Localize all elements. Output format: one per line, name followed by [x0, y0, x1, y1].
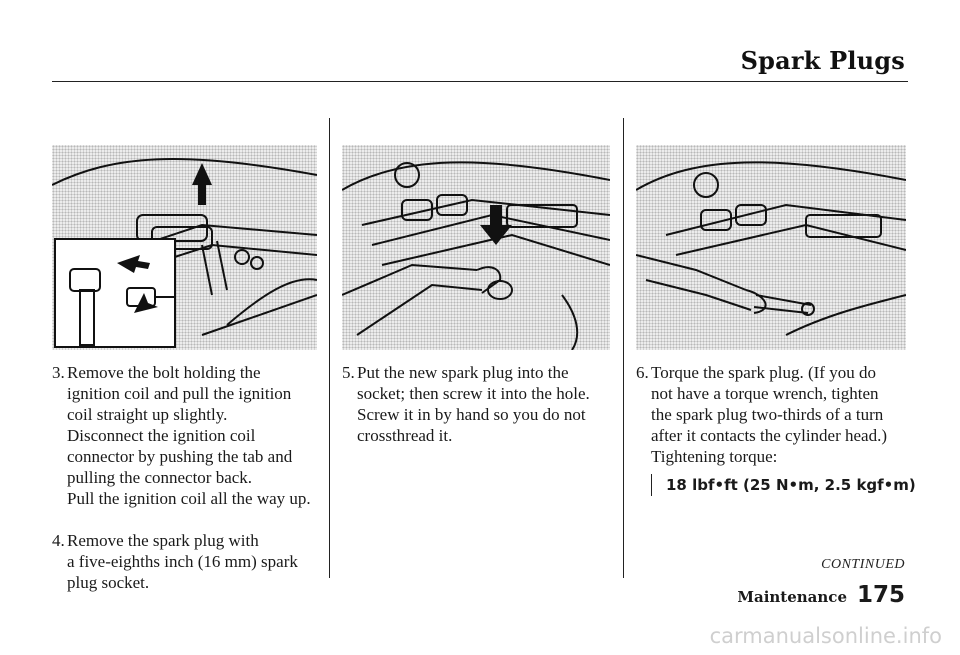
watermark: carmanualsonline.info: [709, 624, 942, 648]
torque-spec: 18 lbf•ft (25 N•m, 2.5 kgf•m): [651, 474, 916, 496]
step-line: pulling the connector back.: [67, 468, 253, 487]
header-rule: [52, 81, 908, 82]
illustration-spark-plug-insertion: [342, 145, 610, 350]
illustration-ignition-coil-removal: [52, 145, 317, 350]
step-line: coil straight up slightly.: [67, 405, 228, 424]
section-name: Maintenance: [737, 588, 847, 606]
step-text: [651, 362, 916, 467]
instructions-column-2: [342, 362, 614, 467]
step-line: Put the new spark plug into the: [357, 363, 569, 382]
continued-label: CONTINUED: [821, 557, 905, 572]
step-text: [67, 530, 324, 593]
instructions-column-3: [636, 362, 916, 496]
step-line: Disconnect the ignition coil: [67, 426, 256, 445]
page-title: Spark Plugs: [740, 46, 905, 75]
step-line: Tightening torque:: [651, 447, 778, 466]
step-line: Screw it in by hand so you do not: [357, 405, 586, 424]
step-line: socket; then screw it into the hole.: [357, 384, 590, 403]
page-number: 175: [856, 582, 905, 608]
step-line: plug socket.: [67, 573, 150, 592]
step-4: [52, 530, 324, 593]
illustration-torque-wrench: [636, 145, 906, 350]
step-5: [342, 362, 614, 446]
step-6: [636, 362, 916, 467]
page-footer: [737, 582, 905, 608]
step-line: crossthread it.: [357, 426, 453, 445]
step-line: connector by pushing the tab and: [67, 447, 293, 466]
step-line: Remove the spark plug with: [67, 531, 259, 550]
step-number: 5.: [342, 363, 355, 382]
step-line: Remove the bolt holding the: [67, 363, 261, 382]
step-text: [67, 362, 324, 509]
step-line: ignition coil and pull the ignition: [67, 384, 292, 403]
step-line: a five-eighths inch (16 mm) spark: [67, 552, 298, 571]
instructions-column-1: [52, 362, 324, 614]
step-number: 3.: [52, 363, 65, 382]
step-line: Pull the ignition coil all the way up.: [67, 489, 311, 508]
step-number: 4.: [52, 531, 65, 550]
step-number: 6.: [636, 363, 649, 382]
column-divider: [623, 118, 624, 578]
step-text: [357, 362, 614, 446]
step-line: the spark plug two-thirds of a turn: [651, 405, 884, 424]
step-line: after it contacts the cylinder head.): [651, 426, 887, 445]
step-line: Torque the spark plug. (If you do: [651, 363, 876, 382]
column-divider: [329, 118, 330, 578]
step-3: [52, 362, 324, 509]
step-line: not have a torque wrench, tighten: [651, 384, 879, 403]
